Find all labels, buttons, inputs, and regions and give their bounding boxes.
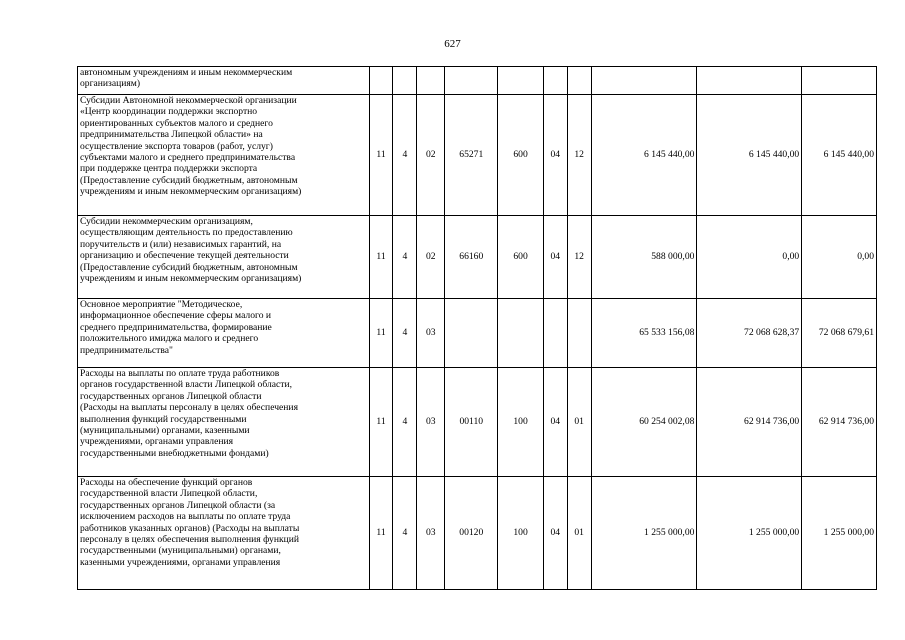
amount-year-1: 65 533 156,08 — [591, 299, 697, 368]
code-cell: 600 — [498, 216, 544, 299]
amount-year-2: 62 914 736,00 — [697, 368, 802, 477]
code-cell: 4 — [393, 95, 417, 216]
code-cell: 11 — [369, 95, 393, 216]
amount-year-3: 1 255 000,00 — [802, 477, 877, 590]
code-cell — [567, 67, 591, 95]
code-cell: 01 — [567, 368, 591, 477]
amount-year-3: 0,00 — [802, 216, 877, 299]
page-number: 627 — [444, 38, 461, 50]
row-description: автономным учреждениям и иным некоммерческим организациям) — [78, 67, 370, 95]
amount-year-2: 72 068 628,37 — [697, 299, 802, 368]
amount-year-2: 1 255 000,00 — [697, 477, 802, 590]
code-cell: 100 — [498, 368, 544, 477]
amount-year-1: 60 254 002,08 — [591, 368, 697, 477]
code-cell — [445, 67, 498, 95]
code-cell: 04 — [543, 477, 567, 590]
row-description: Расходы на обеспечение функций органов государственной власти Липецкой области, государственных органов Липецкой области (за исключением расходов на выплаты по оплате труда работников указанных органов) (Расходы на выплаты персоналу в целях обеспечения выполнения функций государственными (муниципальными) органами, казенными учреждениями, органами управления — [78, 477, 370, 590]
amount-year-1 — [591, 67, 697, 95]
row-description: Субсидии некоммерческим организациям, осуществляющим деятельность по предоставлению поручительств и (или) независимых гарантий, на организацию и обеспечение текущей деятельности (Предоставление субсидий бюджетным, автономным учреждениям и иным некоммерческим организациям) — [78, 216, 370, 299]
code-cell: 02 — [417, 216, 445, 299]
code-cell: 11 — [369, 477, 393, 590]
row-description: Субсидии Автономной некоммерческой организации «Центр координации поддержки экспортно ориентированных субъектов малого и среднего предпринимательства Липецкой области» на осуществление экспорта товаров (работ, услуг) субъектами малого и среднего предпринимательства при поддержке центра поддержки экспорта (Предоставление субсидий бюджетным, автономным учреждениям и иным некоммерческим организациям) — [78, 95, 370, 216]
code-cell: 11 — [369, 368, 393, 477]
row-description: Основное мероприятие "Методическое, информационное обеспечение сферы малого и среднего предпринимательства, формирование положительного имиджа малого и среднего предпринимательства" — [78, 299, 370, 368]
code-cell: 11 — [369, 299, 393, 368]
code-cell — [567, 299, 591, 368]
code-cell — [543, 67, 567, 95]
code-cell: 04 — [543, 368, 567, 477]
amount-year-2: 6 145 440,00 — [697, 95, 802, 216]
table-row — [78, 95, 877, 216]
amount-year-1: 588 000,00 — [591, 216, 697, 299]
amount-year-2 — [697, 67, 802, 95]
code-cell — [445, 299, 498, 368]
code-cell: 4 — [393, 299, 417, 368]
budget-table — [77, 66, 877, 590]
table-row — [78, 216, 877, 299]
amount-year-3 — [802, 67, 877, 95]
code-cell — [369, 67, 393, 95]
code-cell: 4 — [393, 477, 417, 590]
amount-year-2: 0,00 — [697, 216, 802, 299]
amount-year-3: 6 145 440,00 — [802, 95, 877, 216]
amount-year-3: 62 914 736,00 — [802, 368, 877, 477]
code-cell — [498, 67, 544, 95]
code-cell: 04 — [543, 95, 567, 216]
code-cell: 66160 — [445, 216, 498, 299]
amount-year-1: 6 145 440,00 — [591, 95, 697, 216]
code-cell: 600 — [498, 95, 544, 216]
code-cell: 04 — [543, 216, 567, 299]
table-row — [78, 368, 877, 477]
code-cell: 12 — [567, 95, 591, 216]
code-cell: 01 — [567, 477, 591, 590]
amount-year-3: 72 068 679,61 — [802, 299, 877, 368]
table-row — [78, 477, 877, 590]
code-cell: 100 — [498, 477, 544, 590]
code-cell — [498, 299, 544, 368]
code-cell: 4 — [393, 216, 417, 299]
table-body — [78, 67, 877, 590]
code-cell — [393, 67, 417, 95]
code-cell: 03 — [417, 299, 445, 368]
code-cell: 02 — [417, 95, 445, 216]
amount-year-1: 1 255 000,00 — [591, 477, 697, 590]
table-row — [78, 299, 877, 368]
code-cell — [417, 67, 445, 95]
code-cell: 4 — [393, 368, 417, 477]
code-cell — [543, 299, 567, 368]
code-cell: 11 — [369, 216, 393, 299]
code-cell: 65271 — [445, 95, 498, 216]
code-cell: 00110 — [445, 368, 498, 477]
code-cell: 12 — [567, 216, 591, 299]
code-cell: 03 — [417, 477, 445, 590]
table-row — [78, 67, 877, 95]
row-description: Расходы на выплаты по оплате труда работников органов государственной власти Липецкой области, государственных органов Липецкой области (Расходы на выплаты персоналу в целях обеспечения выполнения функций государственными (муниципальными) органами, казенными учреждениями, органами управления государственными внебюджетными фондами) — [78, 368, 370, 477]
code-cell: 00120 — [445, 477, 498, 590]
code-cell: 03 — [417, 368, 445, 477]
